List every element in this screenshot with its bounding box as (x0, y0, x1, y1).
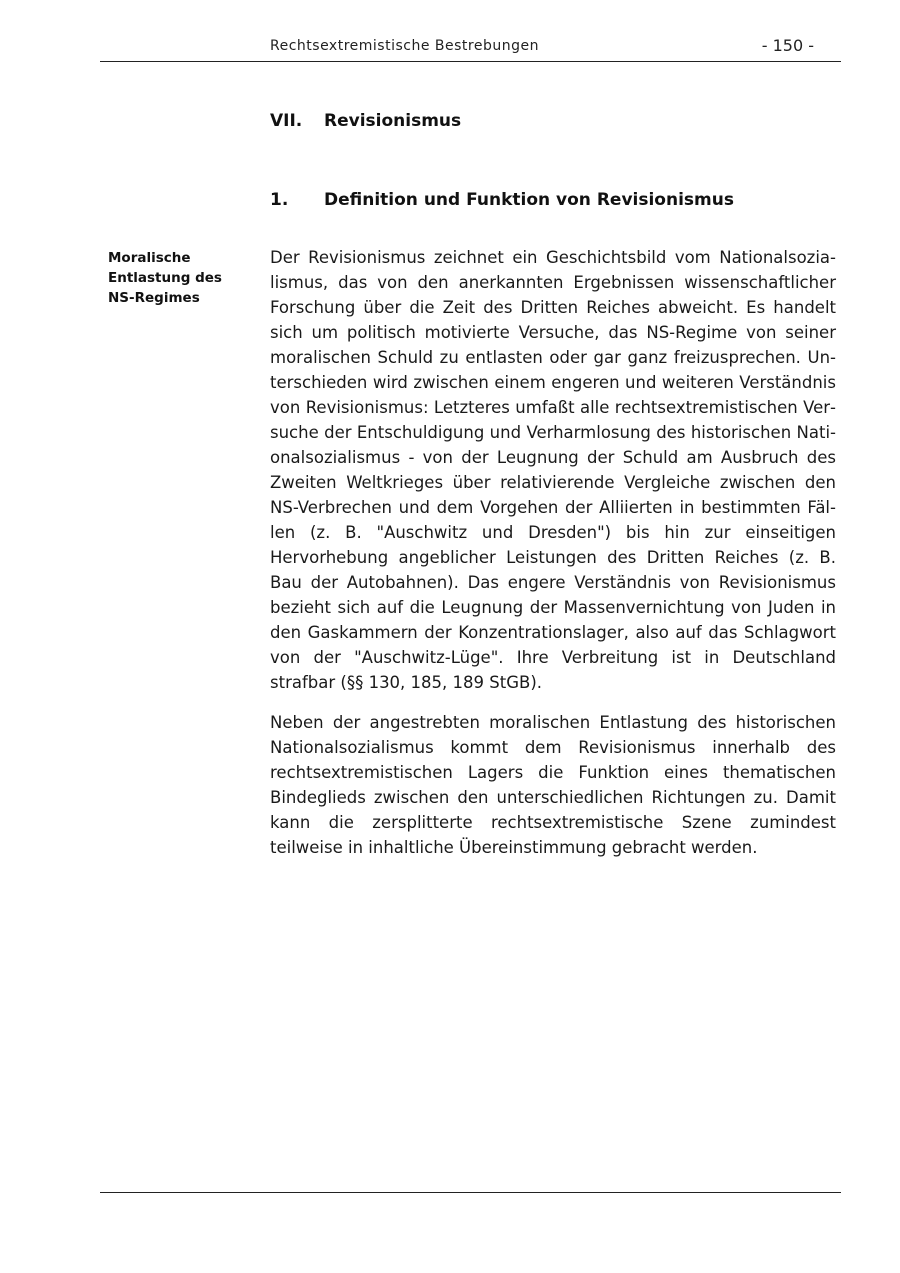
footer-divider (100, 1192, 841, 1193)
page-number: - 150 - (761, 36, 814, 55)
section-heading (270, 190, 734, 210)
section-number: 1. (270, 190, 289, 210)
header-divider (100, 61, 841, 62)
body-paragraph: Neben der angestrebten moralischen Entlastung des historischen Nationalsozialismus kommt dem Revisionismus innerhalb des rechtsextremistischen Lagers die Funktion eines thematischen Bindeglieds zwischen den unterschiedlichen Richtungen zu. Damit kann die zersplitterte rechtsextremistische Szene zumindest teilweise in inhaltliche Übereinstimmung gebracht werden. (270, 713, 836, 857)
body-paragraph: Der Revisionismus zeichnet ein Geschichtsbild vom Nationalsozialismus, das von den anerkannten Ergebnissen wissenschaftlicher Forschung über die Zeit des Dritten Reiches abweicht. Es handelt sich um politisch motivierte Versuche, das NS-Regime von seiner moralischen Schuld zu entlasten oder gar ganz freizusprechen. Unterschieden wird zwischen einem engeren und weiteren Verständnis von Revisionismus: Letzteres umfaßt alle rechtsextremistischen Versuche der Entschuldigung und Verharmlosung des historischen Nationalsozialismus - von der Leugnung der Schuld am Ausbruch des Zweiten Weltkrieges über relativierende Vergleiche zwischen den NS-Verbrechen und dem Vorgehen der Alliierten in bestimmten Fällen (z. B. "Auschwitz und Dresden") bis hin zur einseitigen Hervorhebung angeblicher Leistungen des Dritten Reiches (z. B. Bau der Autobahnen). Das engere Verständnis von Revisionismus bezieht sich auf die Leugnung der Massenvernichtung von Juden in den Gaskammern der Konzentrationslager, also auf das Schlagwort von der "Auschwitz-Lüge". Ihre Verbreitung ist in Deutschland strafbar (§§ 130, 185, 189 StGB). (270, 248, 836, 692)
chapter-heading (270, 111, 461, 131)
section-title: Definition und Funktion von Revisionismus (324, 190, 734, 210)
chapter-title: Revisionismus (324, 111, 462, 131)
margin-note: Moralische Entlastung des NS-Regimes (108, 250, 222, 306)
chapter-number: VII. (270, 111, 303, 131)
running-header-title: Rechtsextremistische Bestrebungen (270, 38, 539, 54)
